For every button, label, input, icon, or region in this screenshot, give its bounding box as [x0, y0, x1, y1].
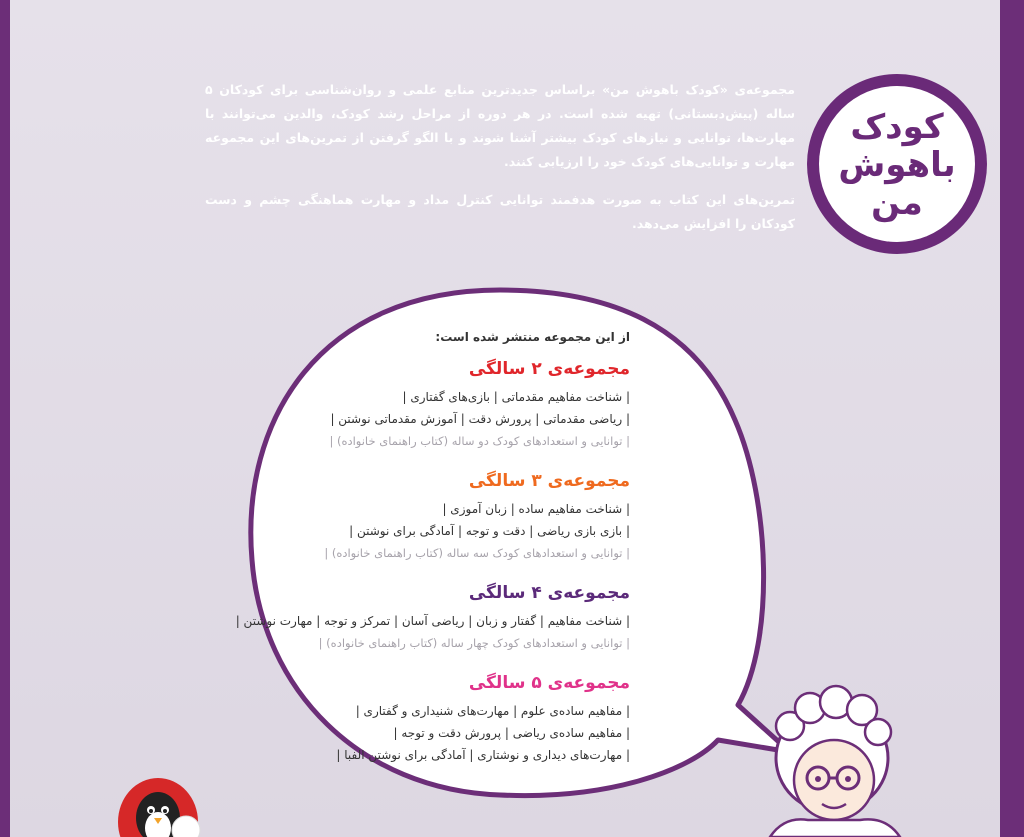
- series-title: مجموعه‌ی ۳ سالگی: [468, 471, 630, 491]
- series-title: مجموعه‌ی ۵ سالگی: [468, 673, 630, 693]
- series-item-line: | مهارت‌های دیداری و نوشتاری | آمادگی برای نوشتن الفبا |: [336, 748, 630, 762]
- bubble-content: [235, 330, 630, 784]
- penguin-mascot-icon: [118, 760, 213, 837]
- logo-line-2: باهوش: [838, 145, 956, 185]
- logo-line-1: کودک: [850, 107, 944, 147]
- series-5-years: [270, 672, 630, 766]
- series-2-years: [270, 358, 630, 452]
- series-item-line: | ریاضی مقدماتی | پرورش دقت | آموزش مقدماتی نوشتن |: [330, 412, 630, 426]
- published-label: از این مجموعه منتشر شده است:: [435, 330, 630, 344]
- intro-paragraph-1: مجموعه‌ی «کودک باهوش من» براساس جدیدترین منابع علمی و روان‌شناسی برای کودکان ۵ ساله (پیش‌دبستانی) تهیه شده است. در هر دوره از مراحل رشد کودک، والدین می‌توانند با مهارت‌ها، توانایی و نیازهای کودک بیشتر آشنا شوند و با الگو گرفتن از تمرین‌های این مجموعه مهارت و توانایی‌های کودک خود را ارزیابی کنند.: [205, 82, 795, 169]
- series-family-guide-line: | توانایی و استعدادهای کودک سه ساله (کتاب راهنمای خانواده) |: [324, 546, 630, 560]
- series-family-guide-line: | توانایی و استعدادهای کودک دو ساله (کتاب راهنمای خانواده) |: [329, 434, 630, 448]
- series-item-line: | بازی بازی ریاضی | دقت و توجه | آمادگی برای نوشتن |: [349, 524, 630, 538]
- series-family-guide-line: | توانایی و استعدادهای کودک چهار ساله (کتاب راهنمای خانواده) |: [318, 636, 630, 650]
- series-title: مجموعه‌ی ۴ سالگی: [468, 583, 630, 603]
- logo-line-3: من: [871, 183, 923, 223]
- series-3-years: [270, 470, 630, 564]
- series-item-line: | مفاهیم ساده‌ی ریاضی | پرورش دقت و توجه |: [393, 726, 630, 740]
- series-item-line: | مفاهیم ساده‌ی علوم | مهارت‌های شنیداری و گفتاری |: [355, 704, 630, 718]
- series-item-line: | شناخت مفاهیم ساده | زبان آموزی |: [442, 502, 630, 516]
- series-item-line: | شناخت مفاهیم | گفتار و زبان | ریاضی آسان | تمرکز و توجه | مهارت نوشتن |: [235, 614, 630, 628]
- series-title: مجموعه‌ی ۲ سالگی: [468, 359, 630, 379]
- intro-paragraph-2: تمرین‌های این کتاب به صورت هدفمند توانایی کنترل مداد و مهارت هماهنگی چشم و دست کودکان را افزایش می‌دهد.: [205, 192, 795, 231]
- series-item-line: | شناخت مفاهیم مقدماتی | بازی‌های گفتاری |: [402, 390, 630, 404]
- grandmother-illustration-icon: [760, 680, 910, 837]
- series-4-years: [235, 582, 630, 654]
